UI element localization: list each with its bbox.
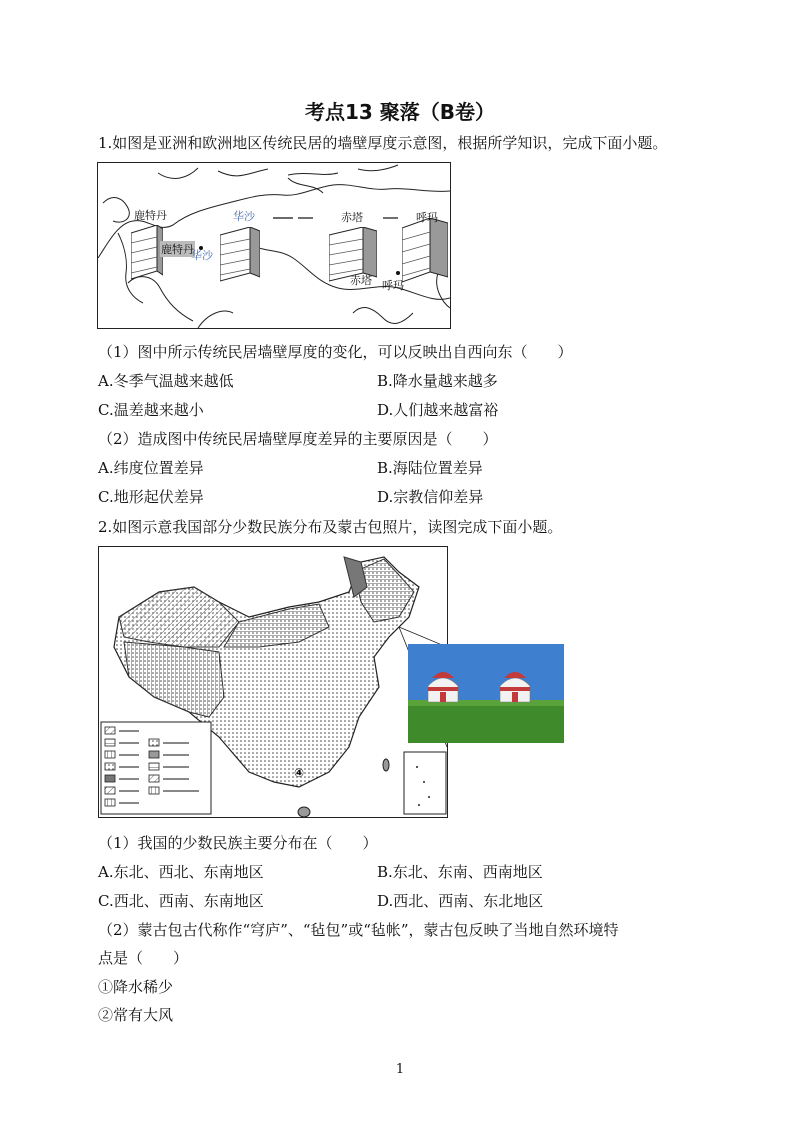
label-huma-top: 呼玛 [416,211,438,224]
q2-stem: 2.如图示意我国部分少数民族分布及蒙古包照片，读图完成下面小题。 [98,518,563,536]
label-rotterdam-bottom: 鹿特丹 [161,243,194,256]
q1-sub2-option-d: D.宗教信仰差异 [377,488,484,506]
q2-sub1-option-b: B.东北、东南、西南地区 [377,863,543,881]
q1-sub2-option-c: C.地形起伏差异 [98,488,204,506]
q2-sub1-option-d: D.西北、西南、东北地区 [377,892,544,910]
yurt-photo [408,644,564,743]
page-title: 考点13 聚落（B卷） [304,100,496,124]
label-huma-bottom: 呼玛 [382,279,404,292]
map-marker-4: ④ [294,766,305,780]
q2-sub2-stem-line2: 点是（ ） [98,949,189,967]
q1-sub2-option-b: B.海陆位置差异 [377,459,483,477]
q1-sub1-option-a: A.冬季气温越来越低 [98,372,234,390]
wall-warsaw [220,227,260,285]
label-rotterdam-top: 鹿特丹 [134,209,167,222]
q2-sub2-item-1: ①降水稀少 [98,978,174,996]
q1-sub1-option-c: C.温差越来越小 [98,401,204,419]
q1-sub1-option-d: D.人们越来越富裕 [377,401,499,419]
label-warsaw-bottom: 华沙 [191,249,213,262]
q2-sub1-option-a: A.东北、西北、东南地区 [98,863,264,881]
wall-huma [402,218,448,286]
q1-sub2-stem: （2）造成图中传统民居墙壁厚度差异的主要原因是（ ） [98,430,498,448]
page-number: 1 [395,1062,405,1077]
wall-rotterdam [131,225,163,283]
q1-sub2-option-a: A.纬度位置差异 [98,459,204,477]
q2-ethnic-distribution-map [98,546,448,818]
q2-sub2-item-2: ②常有大风 [98,1006,174,1024]
china-ethnic-map [99,547,447,817]
q2-sub2-stem-line1: （2）蒙古包古代称作“穹庐”、“毡包”或“毡帐”，蒙古包反映了当地自然环境特 [98,921,619,939]
label-chita-top: 赤塔 [341,211,363,224]
label-chita-bottom: 赤塔 [350,274,372,287]
q1-stem: 1.如图是亚洲和欧洲地区传统民居的墙壁厚度示意图，根据所学知识，完成下面小题。 [98,134,668,152]
label-warsaw-top: 华沙 [233,210,255,223]
q1-sub1-option-b: B.降水量越来越多 [377,372,498,390]
q1-wall-thickness-map [97,162,451,329]
q1-sub1-stem: （1）图中所示传统民居墙壁厚度的变化，可以反映出自西向东（ ） [98,343,573,361]
q2-sub1-stem: （1）我国的少数民族主要分布在（ ） [98,834,378,852]
q2-sub1-option-c: C.西北、西南、东南地区 [98,892,264,910]
